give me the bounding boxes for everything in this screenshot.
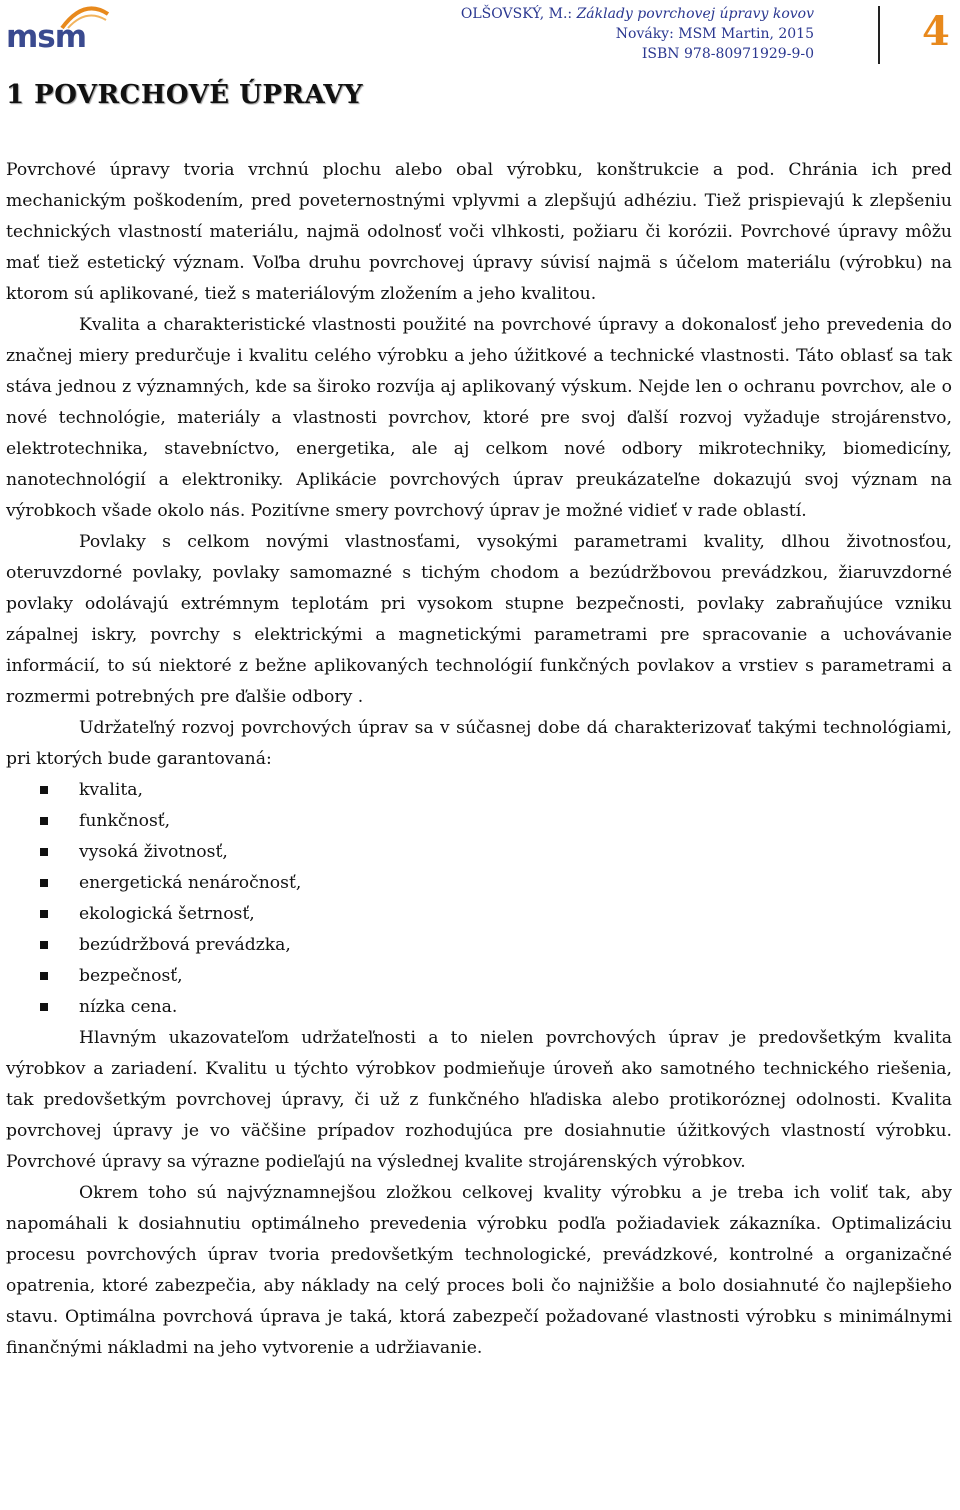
square-bullet-icon xyxy=(40,1003,48,1011)
author-line xyxy=(461,4,814,24)
list-item xyxy=(6,899,952,930)
list-item-text: bezúdržbová prevádzka, xyxy=(79,935,291,955)
list-item-text: funkčnosť, xyxy=(79,811,171,831)
list-item-text: vysoká životnosť, xyxy=(79,842,228,862)
square-bullet-icon xyxy=(40,817,48,825)
header-divider xyxy=(878,6,880,64)
author: OLŠOVSKÝ, M.: xyxy=(460,6,577,22)
square-bullet-icon xyxy=(40,786,48,794)
book-metadata xyxy=(461,4,814,64)
paragraph: Udržateľný rozvoj povrchových úprav sa v súčasnej dobe dá charakterizovať takými technológiami, pri ktorých bude garantovaná: xyxy=(6,718,952,769)
page-header xyxy=(0,0,960,70)
list-item xyxy=(6,961,952,992)
list-item xyxy=(6,930,952,961)
publisher-line: Nováky: MSM Martin, 2015 xyxy=(615,26,814,42)
list-item xyxy=(6,775,952,806)
square-bullet-icon xyxy=(40,941,48,949)
square-bullet-icon xyxy=(40,848,48,856)
list-item-text: nízka cena. xyxy=(79,997,178,1017)
paragraph: Povlaky s celkom novými vlastnosťami, vysokými parametrami kvality, dlhou životnosťou, oteruvzdorné povlaky, povlaky samomazné s tichým chodom a bezúdržbovou prevádzkou, žiaruvzdorné povlaky odolávajú extrémnym teplotám pri vysokom stupne bezpečnosti, povlaky zabraňujúce vzniku zápalnej iskry, povrchy s elektrickými a magnetickými parametrami pre spracovanie a uchovávanie informácií, to sú niektoré z bežne aplikovaných technológií funkčných povlakov a vrstiev s parametrami a rozmermi potrebných pre ďalšie odbory . xyxy=(6,532,952,707)
paragraph: Okrem toho sú najvýznamnejšou zložkou celkovej kvality výrobku a je treba ich voliť tak, aby napomáhali k dosiahnutiu optimálneho prevedenia výrobku podľa požiadaviek zákazníka. Optimalizáciu procesu povrchových úprav tvoria predovšetkým technologické, prevádzkové, kontrolné a organizačné opatrenia, ktoré zabezpečia, aby náklady na celý proces boli čo najnižšie a bolo dosiahnuté čo najlepšieho stavu. Optimálna povrchová úprava je taká, ktorá zabezpečí požadované vlastnosti výrobku s minimálnymi finančnými nákladmi na jeho vytvorenie a udržiavanie. xyxy=(6,1183,952,1358)
list-item xyxy=(6,837,952,868)
chapter-heading: 1 POVRCHOVÉ ÚPRAVY xyxy=(6,80,364,110)
logo-text: msm xyxy=(6,19,87,55)
square-bullet-icon xyxy=(40,879,48,887)
list-item-text: ekologická šetrnosť, xyxy=(79,904,255,924)
paragraph: Kvalita a charakteristické vlastnosti použité na povrchové úpravy a dokonalosť jeho prevedenia do značnej miery predurčuje i kvalitu celého výrobku a jeho úžitkové a technické vlastnosti. Táto oblasť sa tak stáva jednou z významných, kde sa široko rozvíja aj aplikovaný výskum. Nejde len o ochranu povrchov, ale o nové technológie, materiály a vlastnosti povrchov, ktoré pre svoj ďalší rozvoj vyžaduje strojárenstvo, elektrotechnika, stavebníctvo, energetika, ale aj celkom nové odbory mikrotechniky, biomedicíny, nanotechnológií a elektroniky. Aplikácie povrchových úprav preukázateľne dokazujú svoj význam na výrobkoch všade okolo nás. Pozitívne smery povrchový úprav je možné vidieť v rade oblastí. xyxy=(6,315,952,521)
book-title: Základy povrchovej úpravy kovov xyxy=(576,6,814,22)
square-bullet-icon xyxy=(40,910,48,918)
list-item-text: energetická nenáročnosť, xyxy=(79,873,302,893)
requirements-list xyxy=(6,775,952,1023)
list-item xyxy=(6,806,952,837)
paragraph: Hlavným ukazovateľom udržateľnosti a to nielen povrchových úprav je predovšetkým kvalita výrobkov a zariadení. Kvalitu u týchto výrobkov podmieňuje úroveň ako samotného technického riešenia, tak predovšetkým povrchovej úpravy, či už z funkčného hľadiska alebo protikoróznej odolnosti. Kvalita povrchovej úpravy je vo väčšine prípadov rozhodujúca pre dosiahnutie úžitkových vlastností výrobku. Povrchové úpravy sa výrazne podieľajú na výslednej kvalite strojárenských výrobkov. xyxy=(6,1028,952,1172)
paragraph: Povrchové úpravy tvoria vrchnú plochu alebo obal výrobku, konštrukcie a pod. Chránia ich pred mechanickým poškodením, pred poveternostnými vplyvmi a zlepšujú adhéziu. Tiež prispievajú k zlepšeniu technických vlastností materiálu, najmä odolnosť voči vlhkosti, požiaru či korózii. Povrchové úpravy môžu mať tiež estetický význam. Voľba druhu povrchovej úpravy súvisí najmä s účelom materiálu (výrobku) na ktorom sú aplikované, tiež s materiálovým zložením a jeho kvalitou. xyxy=(6,160,952,304)
page-number: 4 xyxy=(922,8,950,55)
isbn-line: ISBN 978-80971929-9-0 xyxy=(641,46,814,62)
square-bullet-icon xyxy=(40,972,48,980)
publisher-logo xyxy=(6,4,110,60)
list-item xyxy=(6,868,952,899)
body-text xyxy=(6,155,952,1364)
list-item xyxy=(6,992,952,1023)
list-item-text: kvalita, xyxy=(79,780,143,800)
list-item-text: bezpečnosť, xyxy=(79,966,183,986)
